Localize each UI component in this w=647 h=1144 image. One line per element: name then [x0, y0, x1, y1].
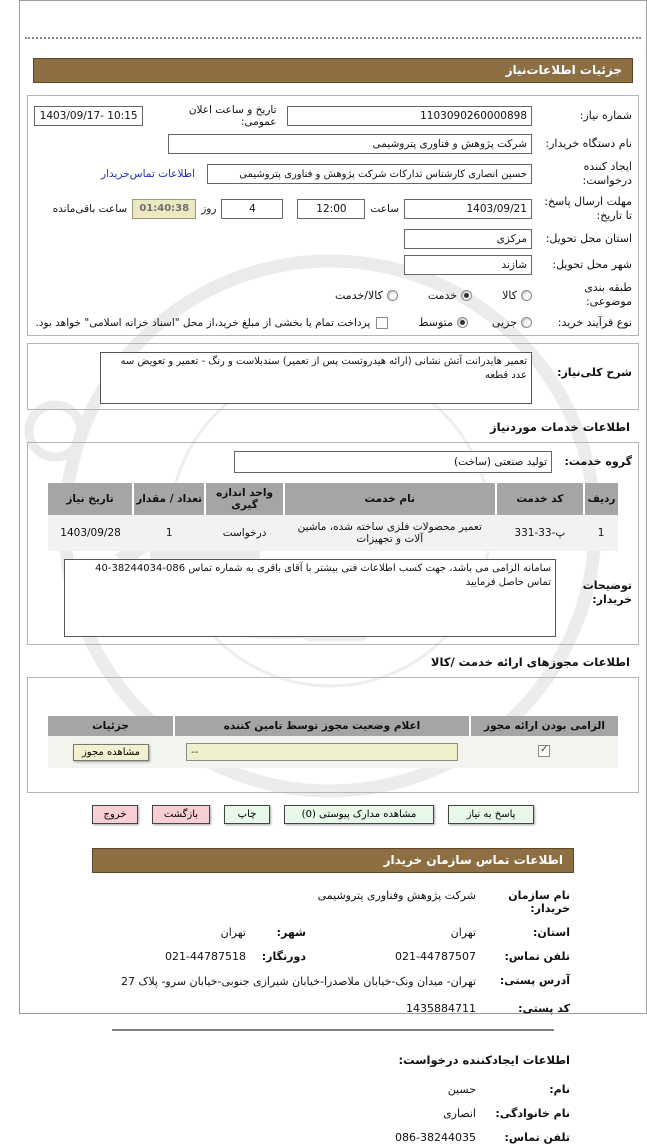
buyer-org-label: نام دستگاه خریدار:: [545, 136, 632, 150]
column-header: نام خدمت: [284, 483, 496, 515]
section-header-need-details: جزئیات اطلاعات‌نیاز: [33, 58, 633, 83]
request-creator-label: ایجاد کننده درخواست:: [582, 160, 632, 188]
need-number-label: شماره نیاز:: [579, 108, 632, 122]
view-attachments-button[interactable]: مشاهده مدارک پیوستی (0): [284, 805, 434, 824]
countdown-value: 01:40:38: [139, 203, 190, 215]
radio-option-label: کالا/خدمت: [335, 288, 383, 302]
buyer-org-field[interactable]: شرکت پژوهش و فناوری پتروشیمی: [168, 134, 532, 154]
section-header-org-contact: اطلاعات تماس سازمان خریدار: [92, 848, 574, 873]
license-required-checkbox[interactable]: [538, 745, 550, 757]
org-phone-value: 021-44787507: [395, 950, 476, 964]
announce-datetime-value: 1403/09/17- 10:15: [39, 110, 138, 122]
radio-option-label: متوسط: [418, 316, 453, 330]
action-buttons: [20, 805, 534, 824]
print-button[interactable]: چاپ: [224, 805, 270, 824]
licenses-table-header: [48, 716, 618, 736]
deadline-time-value: 12:00: [316, 202, 347, 215]
delivery-city-label: شهر محل تحویل:: [552, 258, 632, 272]
subject-category-options: [335, 289, 532, 302]
radio-option[interactable]: [418, 316, 468, 329]
licenses-section-label: اطلاعات مجوزهای ارائه خدمت /کالا: [430, 655, 630, 670]
delivery-city-field[interactable]: شازند: [404, 255, 532, 275]
table-row: 1 پ-33-331 تعمیر محصولات فلزی ساخته شده، ماشین آلات و تجهیزات درخواست 1 1403/09/28: [48, 515, 618, 551]
org-fax-value: 021-44787518: [165, 950, 246, 964]
top-dotted-divider: [25, 37, 641, 39]
services-section-label: اطلاعات خدمات موردنیاز: [490, 420, 630, 435]
radio-option[interactable]: [428, 289, 472, 302]
column-header: کد خدمت: [496, 483, 584, 515]
description-panel: [27, 343, 639, 410]
org-name-value: شرکت پژوهش وفناوری پتروشیمی: [317, 889, 476, 903]
radio-option[interactable]: [335, 289, 398, 302]
radio-icon[interactable]: [461, 290, 472, 301]
creator-section-title: اطلاعات ایجادکننده درخواست:: [398, 1052, 570, 1067]
deadline-days-value: 4: [249, 202, 256, 215]
announce-datetime-label: تاریخ و ساعت اعلان عمومی:: [188, 104, 277, 128]
creator-info-block: [20, 1083, 570, 1144]
deadline-date-field[interactable]: [404, 199, 532, 219]
need-number-field[interactable]: [287, 106, 532, 126]
creator-name-label: نام:: [549, 1082, 570, 1096]
org-city-label: شهر:: [276, 926, 306, 940]
org-province-label: استان:: [533, 926, 570, 940]
radio-icon[interactable]: [521, 317, 532, 328]
org-postal-label: کد پستی:: [518, 1001, 570, 1015]
description-label: شرح کلی‌نیاز:: [557, 366, 632, 380]
column-header: ردیف: [584, 483, 618, 515]
column-header: الزامی بودن ارائه مجوز: [470, 716, 618, 736]
org-city-value: تهران: [220, 926, 246, 940]
org-postal-value: 1435884711: [406, 1001, 476, 1015]
delivery-province-label: استان محل تحویل:: [545, 232, 632, 246]
deadline-date-value: 1403/09/21: [466, 202, 527, 215]
deadline-hour-label: ساعت: [370, 202, 399, 215]
back-button[interactable]: بازگشت: [152, 805, 210, 824]
radio-option[interactable]: [492, 316, 532, 329]
services-panel: [27, 442, 639, 645]
treasury-checkbox-label: پرداخت تمام یا بخشی از مبلغ خرید،از محل "اسناد خزانه اسلامی" خواهد بود.: [35, 316, 371, 329]
remaining-hours-label: ساعت باقی‌مانده: [52, 202, 128, 215]
license-status-input[interactable]: --: [186, 743, 458, 761]
radio-option-label: جزیی: [491, 316, 517, 330]
buyer-notes-textarea[interactable]: سامانه الزامی می باشد، جهت کسب اطلاعات فنی بیشتر با آقای باقری به شماره تماس 086-38244034-40 تماس حاصل فرمایید: [64, 559, 556, 637]
licenses-table: [48, 716, 618, 768]
creator-phone-value: 086-38244035: [395, 1130, 476, 1144]
column-header: تعداد / مقدار: [133, 483, 205, 515]
services-table-header: [48, 483, 618, 515]
creator-family-value: انصاری: [443, 1106, 476, 1120]
radio-icon[interactable]: [521, 290, 532, 301]
need-info-panel: [27, 95, 639, 336]
treasury-checkbox[interactable]: [376, 317, 388, 329]
org-name-label: نام سازمان خریدار:: [508, 889, 570, 916]
org-province-value: تهران: [450, 926, 476, 940]
radio-option[interactable]: [502, 289, 532, 302]
radio-icon[interactable]: [387, 290, 398, 301]
process-type-options: [418, 316, 532, 329]
service-group-field[interactable]: تولید صنعتی (ساخت): [234, 451, 552, 473]
creator-phone-label: تلفن تماس:: [504, 1130, 570, 1144]
deadline-days-field[interactable]: [221, 199, 283, 219]
request-creator-field[interactable]: حسین انصاری کارشناس تدارکات شرکت پژوهش و فناوری پتروشیمی: [207, 164, 532, 184]
process-type-label: نوع فرآیند خرید:: [557, 315, 632, 329]
radio-option-label: کالا: [502, 288, 517, 302]
licenses-panel: [27, 677, 639, 793]
contact-divider: [112, 1029, 554, 1031]
countdown-timer: [132, 199, 196, 219]
license-row: [48, 736, 618, 768]
need-number-value: 1103090260000898: [420, 110, 527, 122]
announce-datetime-field[interactable]: [34, 106, 143, 126]
description-textarea[interactable]: تعمیر هایدرانت آتش نشانی (ارائه هیدروتست پس از تعمیر) سندبلاست و رنگ - تعمیر و تعویض سه عدد قطعه: [100, 352, 532, 404]
exit-button[interactable]: خروج: [92, 805, 138, 824]
view-license-button[interactable]: مشاهده مجوز: [73, 744, 149, 761]
column-header: واحد اندازه گیری: [205, 483, 284, 515]
radio-icon[interactable]: [457, 317, 468, 328]
subject-category-label: طبقه بندی موضوعی:: [584, 281, 632, 309]
buyer-notes-label: توضیحات خریدار:: [582, 579, 632, 607]
org-fax-label: دورنگار:: [261, 950, 306, 964]
org-address-label: آدرس پستی:: [499, 974, 570, 988]
column-header: اعلام وضعیت مجوز توسط تامین کننده: [174, 716, 470, 736]
day-unit-label: روز: [201, 202, 217, 215]
delivery-province-field[interactable]: مرکزی: [404, 229, 532, 249]
org-phone-label: تلفن تماس:: [504, 950, 570, 964]
org-address-value: تهران- میدان ونک-خیابان ملاصدرا-خیابان شیرازی جنوبی-خیابان سرو- پلاک 27: [121, 975, 476, 989]
respond-to-need-button[interactable]: پاسخ به نیاز: [448, 805, 534, 824]
column-header: جزئیات: [48, 716, 174, 736]
creator-family-label: نام خانوادگی:: [495, 1106, 570, 1120]
column-header: تاریخ نیاز: [48, 483, 133, 515]
service-group-label: گروه خدمت:: [564, 454, 632, 468]
deadline-label: مهلت ارسال پاسخ: تا تاریخ:: [544, 194, 632, 222]
radio-option-label: خدمت: [427, 288, 458, 302]
org-contact-block: [20, 889, 570, 1015]
buyer-contact-link[interactable]: اطلاعات تماس‌خریدار: [101, 168, 195, 181]
deadline-time-field[interactable]: [297, 199, 365, 219]
services-table: [48, 483, 618, 551]
creator-name-value: حسین: [447, 1082, 476, 1096]
need-details-page: [19, 0, 647, 1144]
